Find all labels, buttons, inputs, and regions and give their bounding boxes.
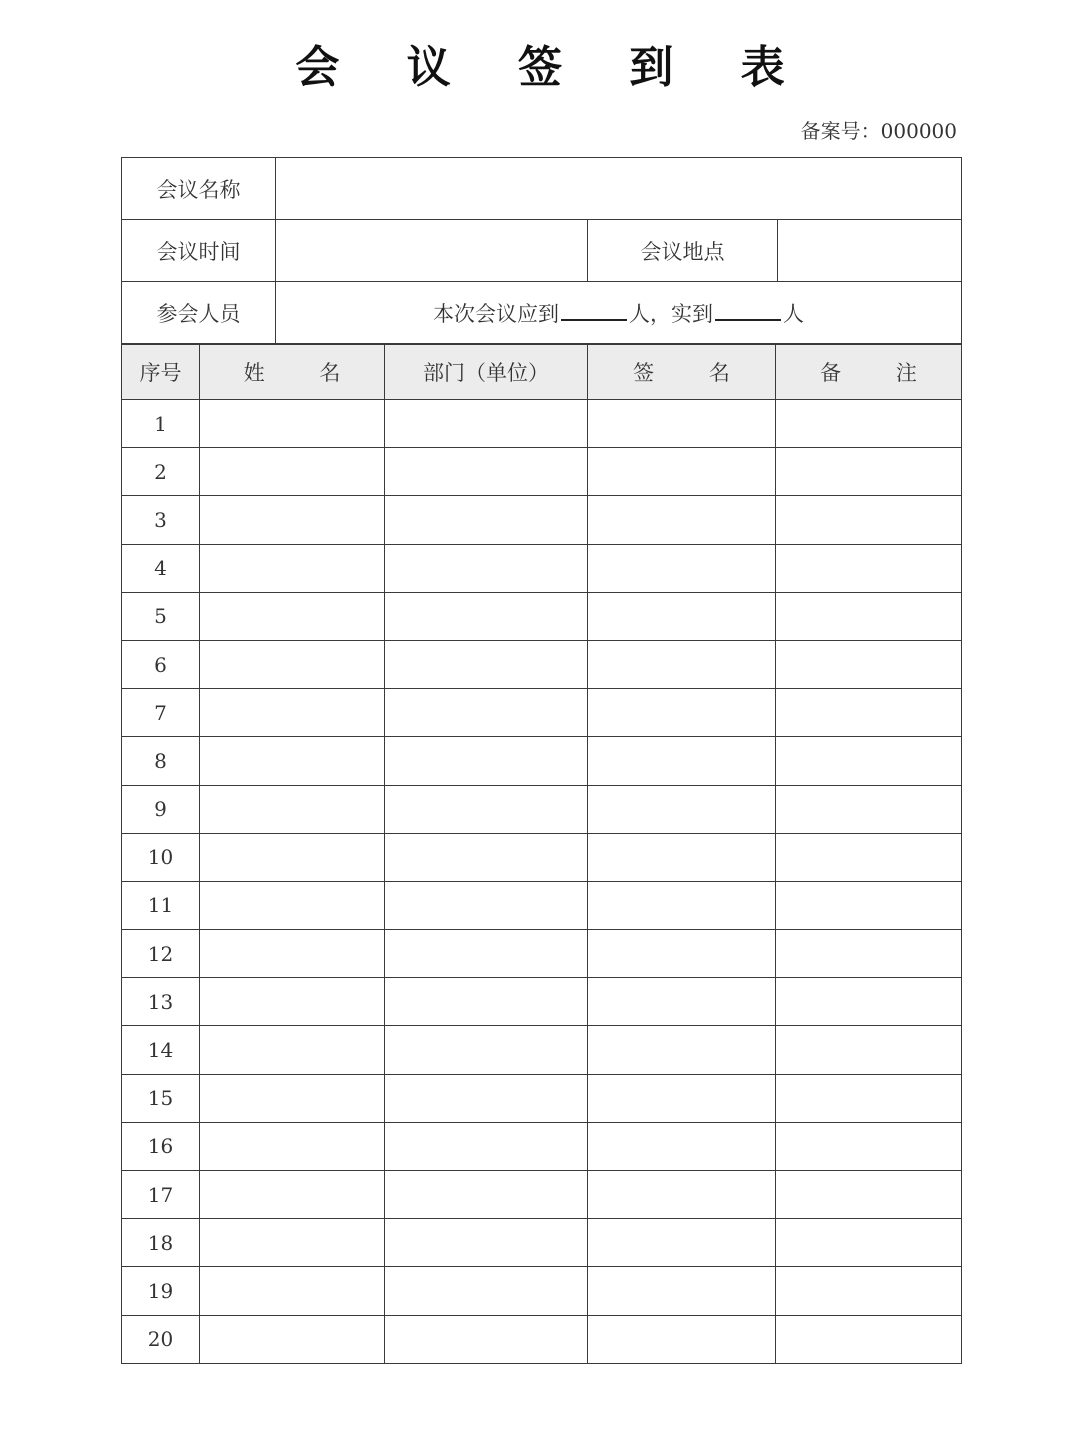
department-cell[interactable] <box>385 1219 588 1267</box>
remarks-cell[interactable] <box>776 1171 962 1219</box>
attendees-row <box>122 282 962 344</box>
attendance-text-actual: 人，实到 <box>629 301 713 326</box>
name-cell[interactable] <box>200 592 385 640</box>
sign-in-header-row <box>122 345 962 400</box>
row-number: 9 <box>122 785 200 833</box>
remarks-cell[interactable] <box>776 930 962 978</box>
name-cell[interactable] <box>200 978 385 1026</box>
name-cell[interactable] <box>200 1026 385 1074</box>
table-row <box>122 496 962 544</box>
signature-cell[interactable] <box>588 400 776 448</box>
name-cell[interactable] <box>200 689 385 737</box>
meeting-name-row <box>122 158 962 220</box>
row-number: 4 <box>122 544 200 592</box>
row-number: 15 <box>122 1074 200 1122</box>
table-row <box>122 1171 962 1219</box>
remarks-cell[interactable] <box>776 978 962 1026</box>
attendance-summary <box>276 282 962 344</box>
name-cell[interactable] <box>200 544 385 592</box>
row-number: 7 <box>122 689 200 737</box>
signature-cell[interactable] <box>588 689 776 737</box>
signature-cell[interactable] <box>588 785 776 833</box>
department-cell[interactable] <box>385 833 588 881</box>
department-cell[interactable] <box>385 1026 588 1074</box>
table-row <box>122 1267 962 1315</box>
table-row <box>122 785 962 833</box>
remarks-cell[interactable] <box>776 448 962 496</box>
signature-cell[interactable] <box>588 1122 776 1170</box>
table-row <box>122 930 962 978</box>
row-number: 12 <box>122 930 200 978</box>
header-signature: 签 名 <box>588 345 776 400</box>
page-title: 会 议 签 到 表 <box>295 42 811 93</box>
signature-cell[interactable] <box>588 1026 776 1074</box>
table-row <box>122 833 962 881</box>
table-row <box>122 1315 962 1363</box>
remarks-cell[interactable] <box>776 592 962 640</box>
table-row <box>122 1026 962 1074</box>
row-number: 18 <box>122 1219 200 1267</box>
attendees-label: 参会人员 <box>122 282 276 344</box>
name-cell[interactable] <box>200 1219 385 1267</box>
sign-in-table <box>121 344 962 1364</box>
remarks-cell[interactable] <box>776 544 962 592</box>
row-number: 13 <box>122 978 200 1026</box>
name-cell[interactable] <box>200 1267 385 1315</box>
remarks-cell[interactable] <box>776 1122 962 1170</box>
row-number: 20 <box>122 1315 200 1363</box>
department-cell[interactable] <box>385 1122 588 1170</box>
name-cell[interactable] <box>200 1315 385 1363</box>
row-number: 10 <box>122 833 200 881</box>
signature-cell[interactable] <box>588 1219 776 1267</box>
name-cell[interactable] <box>200 785 385 833</box>
signature-cell[interactable] <box>588 1171 776 1219</box>
signature-cell[interactable] <box>588 1315 776 1363</box>
signature-cell[interactable] <box>588 496 776 544</box>
header-name: 姓 名 <box>200 345 385 400</box>
signature-cell[interactable] <box>588 640 776 688</box>
department-cell[interactable] <box>385 448 588 496</box>
remarks-cell[interactable] <box>776 785 962 833</box>
meeting-location-label: 会议地点 <box>588 220 778 282</box>
table-row <box>122 592 962 640</box>
remarks-cell[interactable] <box>776 1267 962 1315</box>
remarks-cell[interactable] <box>776 1074 962 1122</box>
header-department: 部门（单位） <box>385 345 588 400</box>
signature-cell[interactable] <box>588 592 776 640</box>
table-row <box>122 1074 962 1122</box>
row-number: 1 <box>122 400 200 448</box>
remarks-cell[interactable] <box>776 1026 962 1074</box>
department-cell[interactable] <box>385 496 588 544</box>
signature-cell[interactable] <box>588 930 776 978</box>
row-number: 6 <box>122 640 200 688</box>
meeting-name-field[interactable] <box>276 158 962 220</box>
row-number: 14 <box>122 1026 200 1074</box>
remarks-cell[interactable] <box>776 496 962 544</box>
table-row <box>122 544 962 592</box>
table-row <box>122 881 962 929</box>
remarks-cell[interactable] <box>776 400 962 448</box>
attendance-text-expected: 本次会议应到 <box>433 301 559 326</box>
row-number: 17 <box>122 1171 200 1219</box>
table-row <box>122 978 962 1026</box>
signature-cell[interactable] <box>588 1074 776 1122</box>
attendance-text-unit: 人 <box>783 301 804 326</box>
signature-cell[interactable] <box>588 448 776 496</box>
actual-count-blank[interactable] <box>715 299 781 321</box>
sign-in-body <box>122 400 962 1364</box>
row-number: 19 <box>122 1267 200 1315</box>
table-row <box>122 1219 962 1267</box>
department-cell[interactable] <box>385 1315 588 1363</box>
remarks-cell[interactable] <box>776 640 962 688</box>
row-number: 8 <box>122 737 200 785</box>
expected-count-blank[interactable] <box>561 299 627 321</box>
name-cell[interactable] <box>200 1074 385 1122</box>
table-row <box>122 448 962 496</box>
row-number: 2 <box>122 448 200 496</box>
name-cell[interactable] <box>200 737 385 785</box>
meeting-info-table <box>121 157 962 344</box>
table-row <box>122 400 962 448</box>
row-number: 11 <box>122 881 200 929</box>
department-cell[interactable] <box>385 689 588 737</box>
department-cell[interactable] <box>385 640 588 688</box>
meeting-time-row <box>122 220 962 282</box>
table-row <box>122 737 962 785</box>
remarks-cell[interactable] <box>776 737 962 785</box>
remarks-cell[interactable] <box>776 1219 962 1267</box>
department-cell[interactable] <box>385 785 588 833</box>
name-cell[interactable] <box>200 640 385 688</box>
meeting-name-label: 会议名称 <box>122 158 276 220</box>
remarks-cell[interactable] <box>776 1315 962 1363</box>
name-cell[interactable] <box>200 496 385 544</box>
department-cell[interactable] <box>385 737 588 785</box>
signature-cell[interactable] <box>588 544 776 592</box>
header-remarks: 备 注 <box>776 345 962 400</box>
name-cell[interactable] <box>200 448 385 496</box>
name-cell[interactable] <box>200 1171 385 1219</box>
department-cell[interactable] <box>385 1267 588 1315</box>
row-number: 3 <box>122 496 200 544</box>
table-row <box>122 640 962 688</box>
department-cell[interactable] <box>385 881 588 929</box>
department-cell[interactable] <box>385 1074 588 1122</box>
row-number: 16 <box>122 1122 200 1170</box>
table-row <box>122 1122 962 1170</box>
department-cell[interactable] <box>385 978 588 1026</box>
signature-cell[interactable] <box>588 881 776 929</box>
name-cell[interactable] <box>200 400 385 448</box>
meeting-location-field[interactable] <box>778 220 962 282</box>
meeting-time-field[interactable] <box>276 220 588 282</box>
row-number: 5 <box>122 592 200 640</box>
name-cell[interactable] <box>200 930 385 978</box>
department-cell[interactable] <box>385 544 588 592</box>
department-cell[interactable] <box>385 930 588 978</box>
department-cell[interactable] <box>385 1171 588 1219</box>
department-cell[interactable] <box>385 592 588 640</box>
signature-cell[interactable] <box>588 978 776 1026</box>
record-number: 备案号：000000 <box>800 119 957 143</box>
signature-cell[interactable] <box>588 833 776 881</box>
name-cell[interactable] <box>200 881 385 929</box>
signature-cell[interactable] <box>588 737 776 785</box>
header-serial: 序号 <box>122 345 200 400</box>
table-row <box>122 689 962 737</box>
name-cell[interactable] <box>200 1122 385 1170</box>
remarks-cell[interactable] <box>776 833 962 881</box>
meeting-time-label: 会议时间 <box>122 220 276 282</box>
signature-cell[interactable] <box>588 1267 776 1315</box>
remarks-cell[interactable] <box>776 689 962 737</box>
name-cell[interactable] <box>200 833 385 881</box>
remarks-cell[interactable] <box>776 881 962 929</box>
department-cell[interactable] <box>385 400 588 448</box>
